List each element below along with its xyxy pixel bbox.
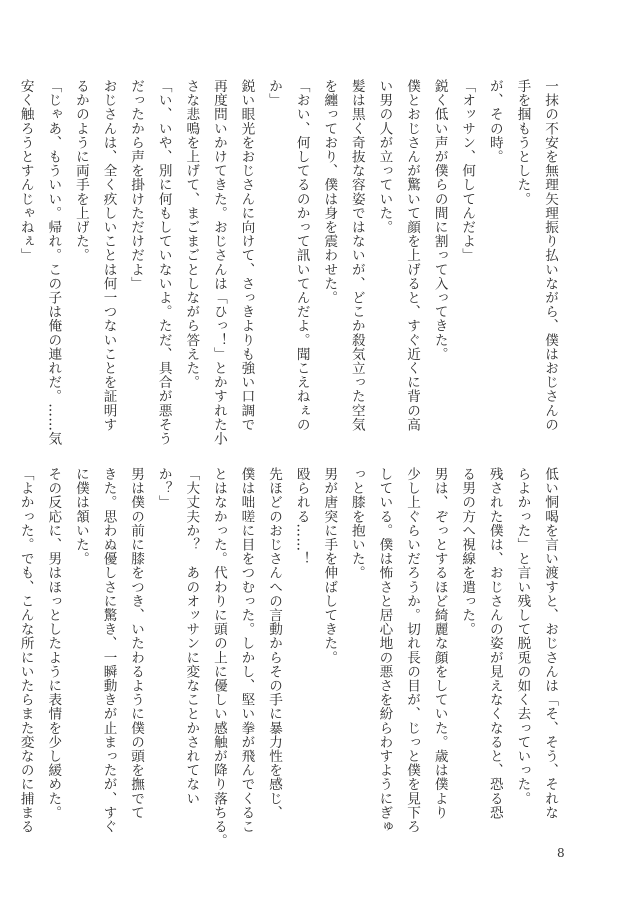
text-line: 「オッサン、何してんだよ」 [459, 79, 476, 263]
text-line: か」 [266, 79, 283, 108]
text-line: 殴られる……！ [293, 467, 310, 566]
text-line: に僕は頷いた。 [72, 467, 89, 566]
text-line: 僕とおじさんが驚いて顔を上げると、すぐ近くに背の高 [404, 79, 421, 432]
text-line: 「大丈夫か？ あのオッサンに変なことかされてない [183, 467, 200, 806]
text-line: 男は僕の前に膝をつき、いたわるように僕の頭を撫でて [128, 467, 145, 820]
text-line: 僕は咄嗟に目をつむった。しかし、堅い拳が飛んでくるこ [238, 467, 255, 834]
text-line: っと膝を抱いた。 [348, 467, 365, 580]
text-line: 髪は黒く奇抜な容姿ではないが、どこか殺気立った空気 [348, 79, 365, 432]
text-line: 再度問いかけてきた。おじさんは「ひっ！」とかすれた小 [210, 79, 227, 446]
text-line: 男が唐突に手を伸ばしてきた。 [321, 467, 338, 665]
page-number: 8 [557, 846, 565, 860]
text-line: らよかった」と言い残して脱兎の如く去っていった。 [514, 467, 531, 806]
text-line: 鋭く低い声が僕らの間に割って入ってきた。 [431, 79, 448, 361]
text-line: 低い恫喝を言い渡すと、おじさんは「そ、そう、それな [542, 467, 558, 820]
text-line: きた。思わぬ優しさに驚き、一瞬動きが止まったが、すぐ [100, 467, 117, 834]
text-line: おじさんは、全く疚しいことは何一つないことを証明す [100, 79, 117, 432]
bottom-text-block [11, 467, 563, 848]
text-line: 手を掴もうとした。 [514, 79, 531, 206]
top-text-block [11, 79, 563, 446]
text-line: 男は、ぞっとするほど綺麗な顔をしていた。歳は僕より [431, 467, 448, 820]
text-line: る男の方へ視線を遣った。 [459, 467, 476, 637]
text-line: とはなかった。代わりに頭の上に優しい感触が降り落ちる。 [210, 467, 227, 848]
text-line: が、その時。 [486, 79, 503, 164]
text-line: さな悲鳴を上げて、まごまごとしながら答えた。 [183, 79, 200, 390]
text-line: 「おい、何してるのかって訊いてんだよ。聞こえねぇの [293, 79, 310, 432]
text-line: 少し上ぐらいだろうか。切れ長の目が、じっと僕を見下ろ [404, 467, 421, 834]
text-line: を纏っており、僕は身を震わせた。 [321, 79, 338, 305]
text-line: 一抹の不安を無理矢理振り払いながら、僕はおじさんの [542, 79, 558, 432]
text-line: 「い、いや、別に何もしていないよ。ただ、具合が悪そう [155, 79, 172, 446]
text-line: 「よかった。でも、こんな所にいたらまた変なのに捕まる [17, 467, 34, 834]
text-line: 先ほどのおじさんへの言動からその手に暴力性を感じ、 [266, 467, 283, 820]
text-line: 安く触ろうとすんじゃねぇ」 [17, 79, 34, 263]
text-line: い男の人が立っていた。 [376, 79, 393, 235]
text-line: だったから声を掛けただけだよ」 [128, 79, 145, 291]
text-line: している。僕は怖さと居心地の悪さを紛らわすようにぎゅ [376, 467, 393, 834]
text-line: か？」 [155, 467, 172, 510]
text-line: るかのように両手を上げた。 [72, 79, 89, 263]
text-line: その反応に、男はほっとしたように表情を少し緩めた。 [45, 467, 62, 820]
text-line: 鋭い眼光をおじさんに向けて、さっきよりも強い口調で [238, 79, 255, 432]
text-line: 残された僕は、おじさんの姿が見えなくなると、恐る恐 [486, 467, 503, 820]
text-line: 「じゃあ、もういい。帰れ。この子は俺の連れだ。……気 [45, 79, 62, 446]
